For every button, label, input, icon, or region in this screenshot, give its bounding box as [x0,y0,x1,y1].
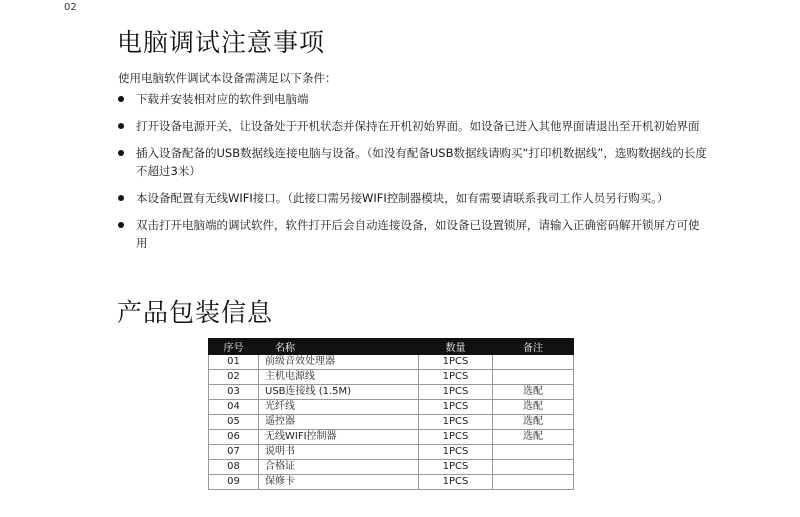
cell-note: 选配 [493,415,574,430]
table-row [209,415,574,430]
table-row [209,445,574,460]
cell-note [493,445,574,460]
list-item-text: 下载并安装相对应的软件到电脑端 [136,92,309,106]
header-qty: 数量 [419,339,493,355]
package-table [208,338,574,490]
list-item [118,216,708,252]
cell-qty: 1PCS [419,355,493,370]
debug-intro: 使用电脑软件调试本设备需满足以下条件： [118,71,337,85]
cell-note: 选配 [493,385,574,400]
cell-note [493,355,574,370]
table-row [209,355,574,370]
cell-qty: 1PCS [419,370,493,385]
list-item-text: 双击打开电脑端的调试软件，软件打开后会自动连接设备，如设备已设置锁屏，请输入正确密码解开锁屏方可使用 [136,218,700,250]
cell-no: 03 [209,385,259,400]
cell-note: 选配 [493,430,574,445]
cell-name: 主机电源线 [259,370,419,385]
cell-no: 06 [209,430,259,445]
cell-note [493,460,574,475]
table-header-row [209,339,574,355]
bullet-icon [118,96,124,102]
table-row [209,385,574,400]
list-item [118,90,708,108]
cell-qty: 1PCS [419,385,493,400]
bullet-icon [118,150,124,156]
header-note: 备注 [493,339,574,355]
list-item [118,189,708,207]
list-item-text: 插入设备配备的USB数据线连接电脑与设备。（如没有配备USB数据线请购买“打印机数据线”，选购数据线的长度不超过3米） [136,146,707,178]
list-item [118,144,708,180]
cell-no: 09 [209,475,259,490]
table-row [209,460,574,475]
cell-qty: 1PCS [419,400,493,415]
list-item-text: 打开设备电源开关，让设备处于开机状态并保持在开机初始界面。如设备已进入其他界面请退出至开机初始界面 [136,119,700,133]
cell-note [493,370,574,385]
cell-no: 04 [209,400,259,415]
cell-note [493,475,574,490]
cell-qty: 1PCS [419,415,493,430]
cell-name: 说明书 [259,445,419,460]
page-number: 02 [64,2,77,13]
cell-name: USB连接线 (1.5M) [259,385,419,400]
cell-name: 光纤线 [259,400,419,415]
table-row [209,430,574,445]
cell-qty: 1PCS [419,475,493,490]
list-item [118,117,708,135]
header-name: 名称 [259,339,419,355]
cell-qty: 1PCS [419,430,493,445]
package-section-title: 产品包装信息 [117,298,274,327]
cell-name: 遥控器 [259,415,419,430]
table-row [209,370,574,385]
cell-name: 无线WIFI控制器 [259,430,419,445]
debug-section-title: 电脑调试注意事项 [117,28,326,57]
cell-name: 保修卡 [259,475,419,490]
list-item-text: 本设备配置有无线WIFI接口。（此接口需另接WIFI控制器模块，如有需要请联系我司工作人员另行购买。） [136,191,669,205]
cell-name: 合格证 [259,460,419,475]
cell-name: 前级音效处理器 [259,355,419,370]
cell-no: 01 [209,355,259,370]
bullet-icon [118,222,124,228]
cell-qty: 1PCS [419,445,493,460]
cell-no: 07 [209,445,259,460]
table-row [209,400,574,415]
cell-no: 08 [209,460,259,475]
cell-qty: 1PCS [419,460,493,475]
debug-requirements-list [118,90,708,261]
bullet-icon [118,195,124,201]
header-no: 序号 [209,339,259,355]
cell-no: 05 [209,415,259,430]
table-row [209,475,574,490]
cell-note: 选配 [493,400,574,415]
cell-no: 02 [209,370,259,385]
bullet-icon [118,123,124,129]
